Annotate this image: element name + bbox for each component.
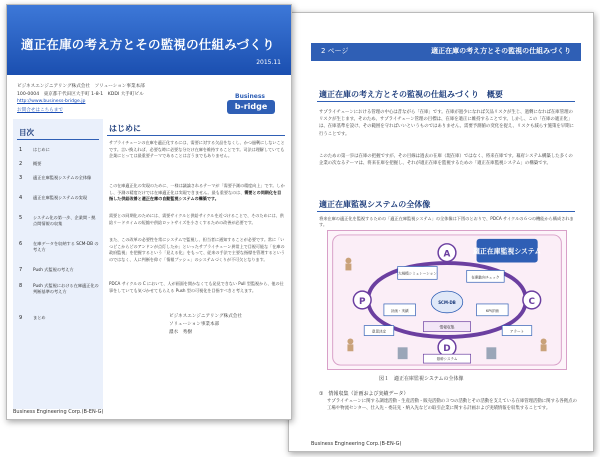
- box-plan-label: 計画・実績: [390, 308, 409, 313]
- website-link[interactable]: http://www.business-bridge.jp: [17, 99, 86, 104]
- overview-paragraph-1: サプライチェーンにおける管理の中心は昔ながら「在庫」です。在庫が過少になれば欠品リスクが生じ、過剰になれば在庫管理のリスクが生じます。そのため、サプライチェーン管理の目標は、在庫を適正に維持することです。しかし、この「在庫の適正化」は、在庫基準を設け、その範囲を守ればいいというものではありません。需要予測値の変化を捉え、リスクも減らす施策を早期に行うことです。: [319, 110, 574, 137]
- intro-paragraph-1: サプライチェーンの在庫を適正化するには、需要に対する欠品をなくし、かつ過剰にしないことです。言い換えれば、必要な時に必要な分だけ在庫を維持することです。司法は理解していても企業にとっては最重要テーマであることは言うまでもありません。: [109, 140, 285, 159]
- page-footer: Business Engineering Corp.(B-EN-G): [13, 409, 104, 415]
- toc-item-text: システム化の第一歩、企業間・拠点間情報の収集: [33, 215, 96, 226]
- title-banner: [7, 5, 292, 75]
- toc-item-text: 適正在庫監視システムの実現: [33, 195, 88, 200]
- intro-paragraph-3: 需要との同期化のためには、需要サイクルと供給サイクルを近づけることで、そのためには、供給リードタイムの短縮や供給ロットサイズを小さくするための改善が必要です。: [109, 213, 284, 225]
- toc-item-number: 3: [19, 175, 23, 181]
- inquiry-link[interactable]: お問合せはこちらまで: [17, 108, 63, 113]
- toc-item-number: 8: [19, 283, 23, 289]
- toc-item-number: 6: [19, 241, 23, 247]
- box-base-system-label: 基幹システム: [436, 357, 458, 362]
- toc-item-text: 在庫データを収納する SCM-DB の考え方: [33, 241, 99, 252]
- section-divider: [317, 211, 575, 212]
- center-title-text: 適正在庫監視システム: [473, 247, 542, 256]
- item-1-text: サプライチェーンに関する調達活動・生産活動・販売活動の３つの活動とその活動を支えている在庫管理活動に関する各拠点の工場や物流センター、仕入先・委託先・納入先などの取引企業に関する計画および実績情報を収集することです。: [327, 399, 577, 411]
- scm-db-label: SCM-DB: [438, 299, 456, 305]
- cycle-c-letter: C: [528, 296, 536, 307]
- page-footer: Business Engineering Corp.(B-EN-G): [311, 441, 402, 447]
- toc-item-text: まとめ: [33, 315, 46, 320]
- toc-item-number: 2: [19, 161, 23, 167]
- document-page-1: [6, 4, 292, 420]
- signature-name: 濃水 秀樹: [169, 330, 192, 335]
- toc-item-text: はじめに: [33, 147, 50, 152]
- document-date: 2015.11: [256, 59, 281, 66]
- toc-item-number: 9: [19, 315, 23, 321]
- document-page-2: [288, 12, 594, 452]
- toc-item-number: 5: [19, 215, 23, 221]
- signature-department: ソリューション事業本部: [169, 322, 220, 327]
- toc-item-text: 概要: [33, 161, 42, 166]
- company-line: ビジネスエンジニアリング株式会社 ソリューション事業本部: [17, 84, 145, 89]
- toc-item-text: Push 式監視における在庫適正化の判断基準の考え方: [33, 283, 99, 294]
- system-paragraph: 将来在庫の適正化を監視するための「適正在庫監視システム」の全体像は下図のとおりで、PDCA サイクルの６つの機能から構成されます。: [319, 216, 574, 228]
- cycle-d-letter: D: [443, 344, 451, 355]
- intro-paragraph-2-emphasis: 需要との同期化を目指した供給改善と適正在庫の自動監視システムの構築です。: [109, 189, 282, 202]
- toc-item-text: Push 式監視の考え方: [33, 267, 74, 272]
- document-title: 適正在庫の考え方とその監視の仕組みづくり: [21, 37, 275, 52]
- logo-top-text: Business: [235, 93, 265, 100]
- intro-paragraph-5: PDCA サイクルの C において、人が画面を開かなくても発見できない Pull 型監視から、他の仕事をしていても気づかせてもらえる Push 型の可視化を目指すべきと考えます。: [109, 281, 284, 293]
- box-simulation-label: 大規模シミュレーション: [398, 271, 437, 276]
- toc-item-number: 7: [19, 267, 23, 273]
- section-system-title: 適正在庫監視システムの全体像: [319, 200, 431, 209]
- address-line: 100-0004 東京都千代田区大手町 1-8-1 KDDI 大手町ビル: [17, 92, 144, 97]
- pdca-system-diagram: [327, 230, 567, 370]
- section-divider: [317, 101, 575, 102]
- box-decision-label: 意思決定: [371, 329, 387, 334]
- toc-item-text: 適正在庫監視システムの全体像: [33, 175, 92, 180]
- cycle-p-letter: P: [358, 296, 366, 307]
- intro-divider: [107, 135, 285, 136]
- intro-paragraph-2: [109, 183, 285, 203]
- box-alert-label: アラート: [509, 329, 525, 334]
- table-of-contents: [13, 119, 103, 409]
- section-overview-title: 適正在庫の考え方とその監視の仕組みづくり 概要: [319, 90, 503, 99]
- box-collect-label: 情報収集: [439, 325, 455, 330]
- intro-paragraph-2-text: この在庫適正化の実現のために、一様は議論されるテーマが「需要予測の精度向上」です。しかし、予測の精度だけでは在庫適正化は実現できません。最も重要なのは、: [109, 183, 285, 195]
- header-title: 適正在庫の考え方とその監視の仕組みづくり: [431, 47, 571, 55]
- signature-company: ビジネスエンジニアリング株式会社: [169, 314, 242, 319]
- intro-paragraph-4: また、この改革の必要性を常にシステムで監視し、担当者に通知することが必要です。常に「いつどこからどのアンドンが点灯したか」といったサプライチェーン異常上で目視可能な「在庫の政府監視」を把握するという「見える化」をもって、従来の手法で主要な指標を管理するというのではなく、人に判断を仰ぐ「情報プッシュ」のシステムづくりが不可欠となります。: [109, 237, 285, 262]
- business-bridge-logo: [217, 93, 275, 115]
- box-kpi-label: KPI評価: [486, 308, 499, 313]
- intro-heading: はじめに: [109, 124, 141, 133]
- cycle-a-letter: A: [443, 249, 451, 260]
- box-stock-check-label: 在庫動向チェック: [471, 275, 500, 280]
- page-number-label: 2 ページ: [321, 47, 349, 55]
- page-header-bar: [311, 43, 581, 61]
- toc-item-number: 1: [19, 147, 23, 153]
- overview-paragraph-2: このための第一歩は在庫の把握ですが、その目線は過去の在庫（現在庫）ではなく、将来在庫です。幕府システム構築した多くの企業の次なるテーマは、将来在庫を把握し、それが適正在庫を監視するための「適正在庫監視システム」の構築です。: [319, 154, 573, 167]
- toc-item-number: 4: [19, 195, 23, 201]
- logo-main-text: b-ridge: [227, 100, 275, 114]
- toc-heading: 目次: [19, 128, 34, 137]
- item-1-title: ① 情報収集（計画および実績データ）: [319, 391, 409, 397]
- toc-divider: [17, 139, 99, 140]
- figure-caption: 図１ 適正在庫監視システムの全体像: [379, 376, 464, 382]
